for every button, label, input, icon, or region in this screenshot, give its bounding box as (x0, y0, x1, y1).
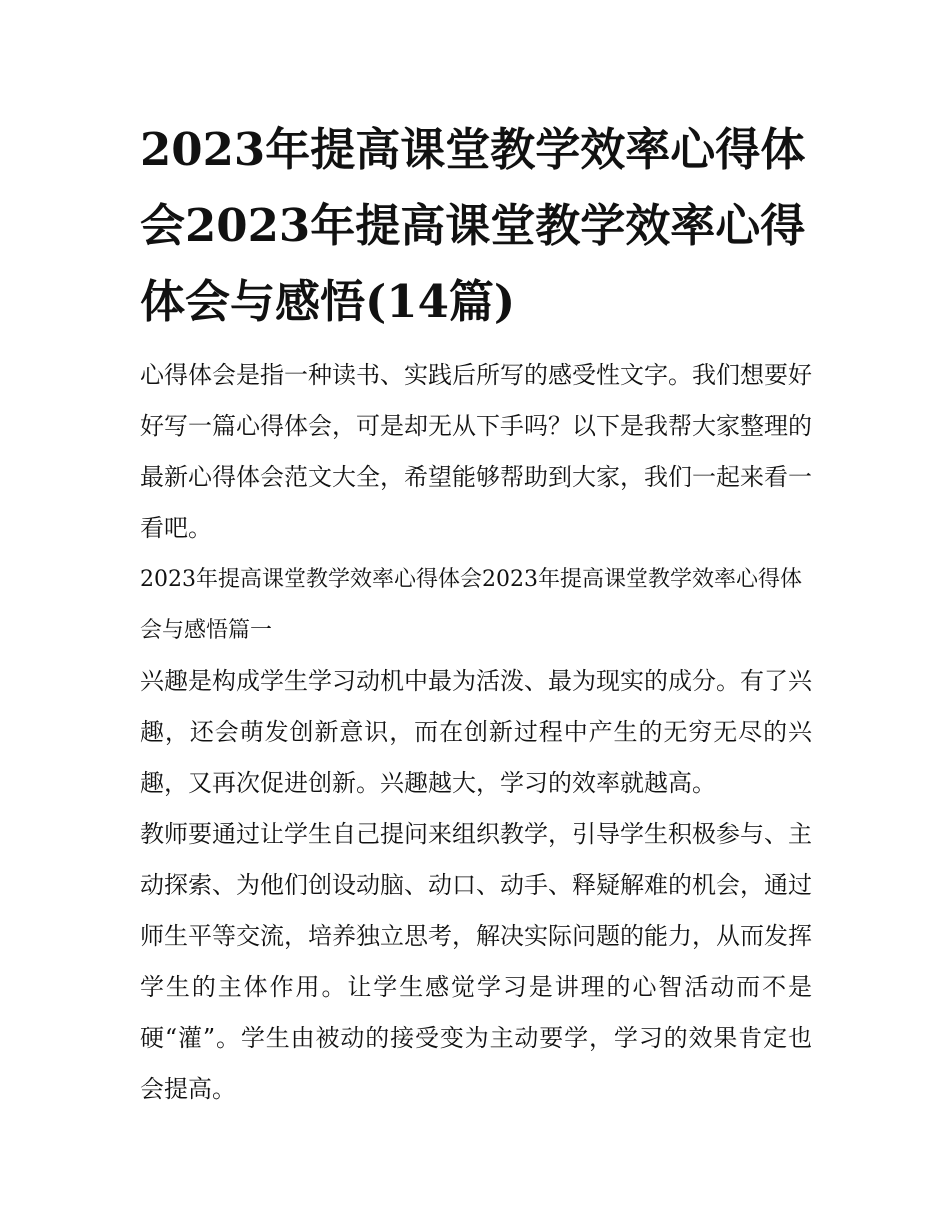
document-page (140, 112, 812, 1115)
body-paragraph: 教师要通过让学生自己提问来组织教学，引导学生积极参与、主动探索、为他们创设动脑、动口、动手、释疑解难的机会，通过师生平等交流，培养独立思考，解决实际问题的能力，从而发挥学生的主体作用。让学生感觉学习是讲理的心智活动而不是硬“灌”。学生由被动的接受变为主动要学，学习的效果肯定也会提高。 (140, 820, 812, 1103)
document-title: 2023年提高课堂教学效率心得体会2023年提高课堂教学效率心得体会与感悟(14篇) (140, 123, 806, 328)
body-paragraph: 兴趣是构成学生学习动机中最为活泼、最为现实的成分。有了兴趣，还会萌发创新意识，而在创新过程中产生的无穷无尽的兴趣，又再次促进创新。兴趣越大，学习的效率就越高。 (140, 667, 812, 797)
intro-paragraph: 心得体会是指一种读书、实践后所写的感受性文字。我们想要好好写一篇心得体会，可是却无从下手吗？以下是我帮大家整理的最新心得体会范文大全，希望能够帮助到大家，我们一起来看一看吧。 (140, 361, 812, 542)
section-heading: 2023年提高课堂教学效率心得体会2023年提高课堂教学效率心得体会与感悟篇一 (140, 567, 802, 643)
